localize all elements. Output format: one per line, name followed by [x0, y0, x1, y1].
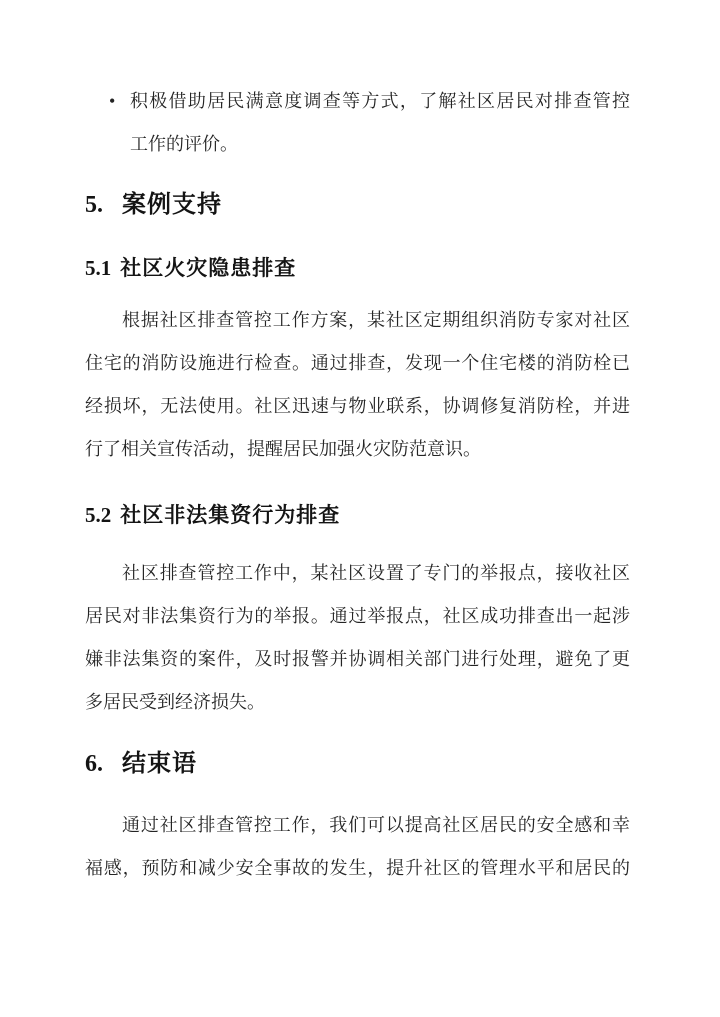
heading-number: 5. — [85, 192, 103, 218]
heading-number: 5.1 — [85, 256, 112, 280]
paragraph-line: 多居民受到经济损失。 — [85, 692, 265, 712]
list-item-line: 工作的评价。 — [130, 134, 238, 154]
paragraph-line: 居民对非法集资行为的举报。通过举报点，社区成功排查出一起涉 — [85, 606, 630, 626]
list-item-line: 积极借助居民满意度调查等方式，了解社区居民对排查管控 — [130, 91, 630, 111]
paragraph-fire-hazard — [85, 299, 630, 471]
heading-case-support — [85, 188, 630, 222]
heading-text: 社区非法集资行为排查 — [120, 503, 341, 527]
paragraph-line: 根据社区排查管控工作方案，某社区定期组织消防专家对社区 — [122, 310, 630, 330]
heading-number: 5.2 — [85, 503, 112, 527]
heading-text: 社区火灾隐患排查 — [120, 256, 297, 280]
heading-text: 案例支持 — [122, 192, 222, 218]
paragraph-line: 通过社区排查管控工作，我们可以提高社区居民的安全感和幸 — [122, 815, 630, 835]
heading-conclusion — [85, 747, 630, 781]
bullet-icon: • — [109, 91, 116, 111]
heading-number: 6. — [85, 751, 103, 777]
subheading-illegal-fundraising-check — [85, 499, 630, 531]
paragraph-line: 福感，预防和减少安全事故的发生，提升社区的管理水平和居民的 — [85, 858, 630, 878]
paragraph-conclusion — [85, 804, 630, 890]
paragraph-illegal-fundraising — [85, 552, 630, 724]
paragraph-line: 社区排查管控工作中，某社区设置了专门的举报点，接收社区 — [122, 563, 630, 583]
paragraph-line: 经损坏，无法使用。社区迅速与物业联系，协调修复消防栓，并进 — [85, 396, 630, 416]
subheading-fire-hazard-check — [85, 252, 630, 284]
paragraph-line: 嫌非法集资的案件，及时报警并协调相关部门进行处理，避免了更 — [85, 649, 630, 669]
paragraph-line: 住宅的消防设施进行检查。通过排查，发现一个住宅楼的消防栓已 — [85, 353, 630, 373]
bullet-list-item — [85, 80, 630, 166]
paragraph-line: 行了相关宣传活动，提醒居民加强火灾防范意识。 — [85, 439, 481, 459]
heading-text: 结束语 — [122, 751, 197, 777]
